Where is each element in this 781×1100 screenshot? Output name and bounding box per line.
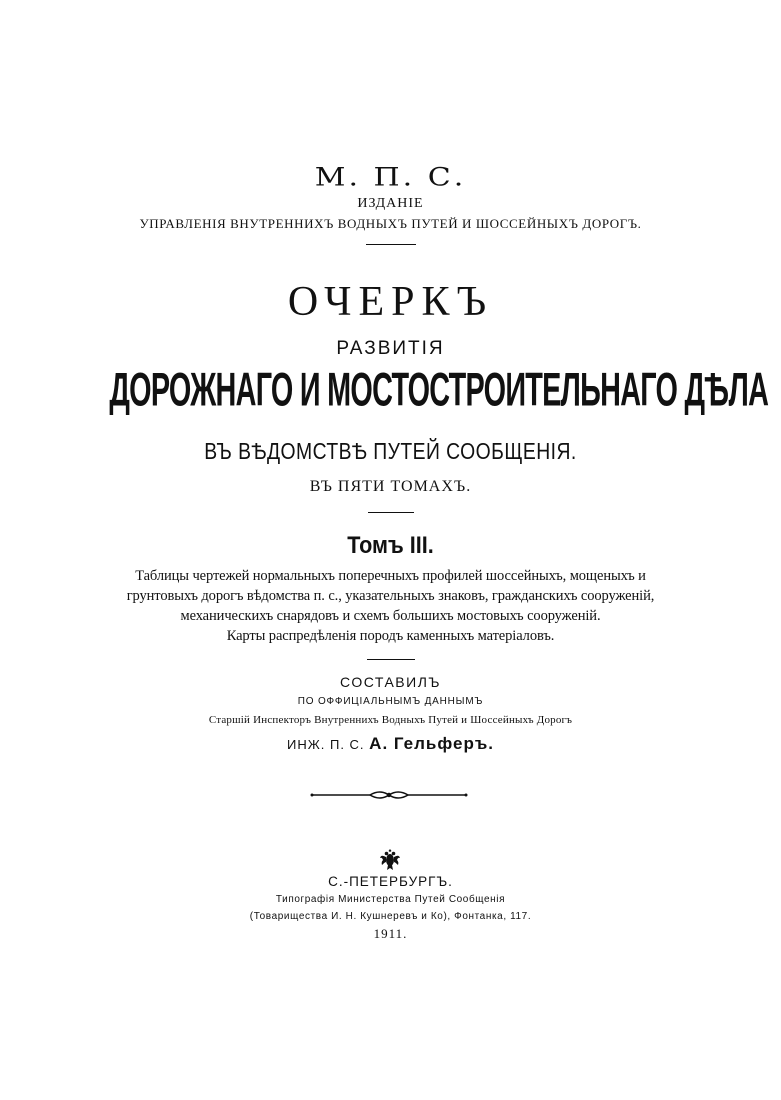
volumes-count: ВЪ ПЯТИ ТОМАХЪ. — [309, 478, 472, 495]
divider-rule-middle — [368, 512, 414, 513]
data-source-label: ПО ОФФИЦІАЛЬНЫМЪ ДАННЫМЪ — [297, 696, 484, 707]
divider-rule-top — [366, 244, 416, 245]
ornament-divider-icon — [310, 788, 468, 802]
compiler-name: А. Гельферъ. — [369, 734, 494, 753]
printer-address: (Товарищества И. Н. Кушнеревъ и Ко), Фонтанка, 117. — [249, 911, 532, 922]
volume-description-line-1: Таблицы чертежей нормальныхъ поперечныхъ профилей шоссейныхъ, мощеныхъ и — [135, 568, 646, 584]
volume-description-line-3: механическихъ снарядовъ и схемъ большихъ мостовыхъ сооруженій. — [180, 608, 601, 624]
publication-year: 1911. — [373, 926, 408, 941]
city-name: С.-ПЕТЕРБУРГЪ. — [328, 874, 453, 889]
edition-label: ИЗДАНІЕ — [357, 196, 424, 211]
title-razvitiya: РАЗВИТІЯ — [336, 338, 445, 359]
volume-label: Томъ III. — [347, 532, 434, 559]
compiler-position: Старшій Инспекторъ Внутреннихъ Водныхъ Путей и Шоссейныхъ Дорогъ — [208, 714, 573, 726]
ministry-subtitle: ВЪ ВѢДОМСТВѢ ПУТЕЙ СООБЩЕНІЯ. — [204, 438, 577, 465]
ministry-abbreviation: М. П. С. — [314, 162, 467, 193]
volume-description-line-4: Карты распредѣленія породъ каменныхъ матеріаловъ. — [226, 628, 555, 644]
double-headed-eagle-icon — [379, 848, 401, 872]
divider-rule-lower — [367, 659, 415, 660]
compiled-by-label: СОСТАВИЛЪ — [340, 674, 441, 690]
compiler-title-prefix: ИНЖ. П. С. — [287, 737, 365, 752]
main-title: ДОРОЖНАГО И МОСТОСТРОИТЕЛЬНАГО ДѢЛА — [109, 364, 769, 416]
volume-description-line-2: грунтовыхъ дорогъ вѣдомства п. с., указательныхъ знаковъ, гражданскихъ сооруженій, — [126, 588, 655, 604]
printer-name: Типографія Министерства Путей Сообщенія — [275, 894, 506, 905]
department-name: УПРАВЛЕНІЯ ВНУТРЕННИХЪ ВОДНЫХЪ ПУТЕЙ И ШОССЕЙНЫХЪ ДОРОГЪ. — [139, 216, 642, 231]
title-ocherk: ОЧЕРКЪ — [287, 279, 494, 325]
compiler-line — [0, 734, 781, 754]
